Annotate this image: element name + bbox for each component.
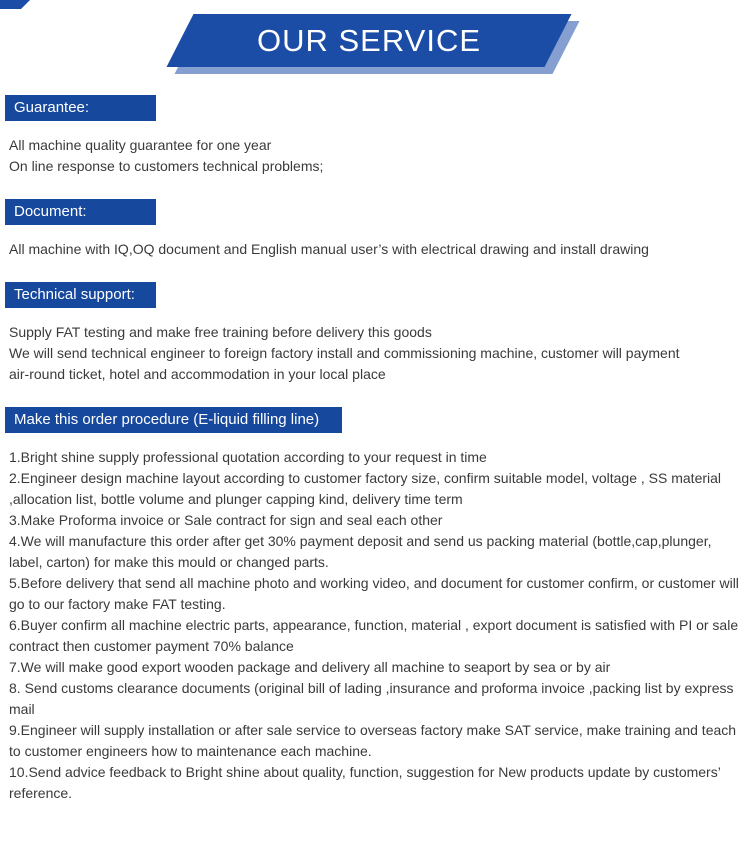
section-header-technical-support: Technical support: — [5, 282, 156, 308]
text-line: 4.We will manufacture this order after get 30% payment deposit and send us packing material (bottle,cap,plunger, — [9, 533, 712, 549]
section-body-guarantee — [0, 135, 750, 177]
text-line: 3.Make Proforma invoice or Sale contract for sign and seal each other — [9, 512, 443, 528]
text-line: mail — [9, 701, 35, 717]
section-technical-support — [0, 282, 750, 385]
text-line: All machine with IQ,OQ document and English manual user’s with electrical drawing and install drawing — [9, 241, 649, 257]
text-line: On line response to customers technical problems; — [9, 158, 324, 174]
section-header-guarantee: Guarantee: — [5, 95, 156, 121]
section-body-order-procedure — [0, 447, 750, 804]
text-line: go to our factory make FAT testing. — [9, 596, 226, 612]
text-line: 9.Engineer will supply installation or after sale service to overseas factory make SAT service, make training and teach — [9, 722, 737, 738]
page-title: OUR SERVICE — [256, 23, 482, 58]
section-guarantee — [0, 95, 750, 177]
section-order-procedure — [0, 407, 750, 804]
text-line: to customer engineers how to maintenance each machine. — [9, 743, 372, 759]
service-banner — [0, 0, 750, 95]
section-body-document — [0, 239, 750, 260]
section-header-document: Document: — [5, 199, 156, 225]
text-line: Supply FAT testing and make free training before delivery this goods — [9, 324, 432, 340]
text-line: 2.Engineer design machine layout according to customer factory size, confirm suitable model, voltage , SS material — [9, 470, 722, 486]
text-line: We will send technical engineer to foreign factory install and commissioning machine, customer will payment — [9, 345, 680, 361]
text-line: air-round ticket, hotel and accommodation in your local place — [9, 366, 386, 382]
text-line: 5.Before delivery that send all machine photo and working video, and document for customer confirm, or customer will — [9, 575, 739, 591]
text-line: 6.Buyer confirm all machine electric parts, appearance, function, material , export document is satisfied with PI or sale — [9, 617, 739, 633]
text-line: label, carton) for make this mould or changed parts. — [9, 554, 329, 570]
text-line: 10.Send advice feedback to Bright shine about quality, function, suggestion for New products update by customers’ — [9, 764, 721, 780]
text-line: 8. Send customs clearance documents (original bill of lading ,insurance and proforma invoice ,packing list by express — [9, 680, 734, 696]
section-body-technical-support — [0, 322, 750, 385]
section-header-order-procedure: Make this order procedure (E-liquid filling line) — [5, 407, 342, 433]
text-line: 1.Bright shine supply professional quotation according to your request in time — [9, 449, 487, 465]
text-line: All machine quality guarantee for one year — [9, 137, 272, 153]
text-line: reference. — [9, 785, 73, 801]
text-line: contract then customer payment 70% balance — [9, 638, 294, 654]
text-line: 7.We will make good export wooden package and delivery all machine to seaport by sea or by air — [9, 659, 611, 675]
text-line: ,allocation list, bottle volume and plunger capping kind, delivery time term — [9, 491, 463, 507]
section-document — [0, 199, 750, 260]
